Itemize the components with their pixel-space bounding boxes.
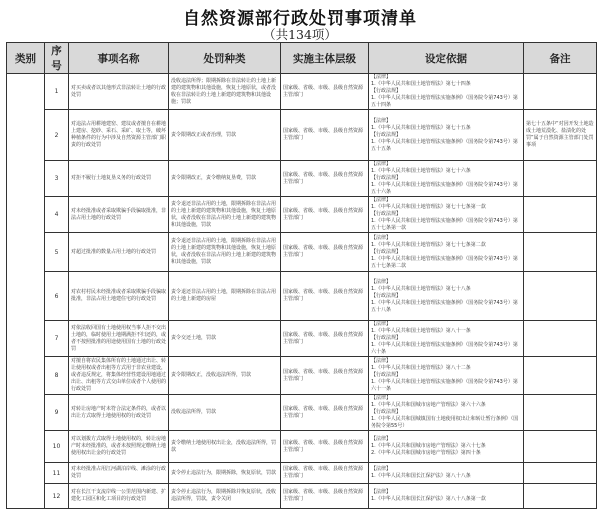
implementing-level: 国家级、省级、市级、县级自然资源主管部门 <box>281 463 369 484</box>
row-number: 7 <box>45 321 69 357</box>
legal-basis-line: 【行政法规】 <box>371 131 402 138</box>
row-number: 4 <box>45 197 69 233</box>
remarks <box>524 197 597 233</box>
item-name: 对未经批准占用江河湖泊岸线、滩涂的行政处罚 <box>69 463 169 484</box>
remarks <box>524 431 597 463</box>
table-row <box>7 197 597 233</box>
legal-basis-line: 1.《中华人民共和国土地管理法实施条例》（国务院令第743号）第五十五条 <box>371 138 518 152</box>
legal-basis-line: 【行政法规】 <box>371 88 402 94</box>
penalty-type: 责令停止违法行为，限期拆除，恢复原状，罚款 <box>169 463 281 484</box>
legal-basis-line: 【行政法规】 <box>371 175 402 181</box>
legal-basis <box>369 463 524 484</box>
legal-basis-line: 1.《中华人民共和国土地管理法》第八十二条 <box>371 365 471 371</box>
legal-basis-line: 【法律】 <box>371 74 392 80</box>
legal-basis <box>369 110 524 161</box>
legal-basis-line: 2.《中华人民共和国城市房地产管理法》第四十条 <box>371 450 481 456</box>
item-name: 对未经批准或者采取欺骗手段骗取批准，非法占用土地的行政处罚 <box>69 197 169 233</box>
legal-basis-line: 1.《中华人民共和国城镇国有土地使用权出让和转让暂行条例》（国务院令第55号） <box>371 416 519 429</box>
legal-basis-line: 【行政法规】 <box>371 248 402 255</box>
legal-basis-line: 1.《中华人民共和国土地管理法》第八十一条 <box>371 328 471 334</box>
table-row <box>7 161 597 197</box>
legal-basis-line: 【法律】 <box>371 234 392 241</box>
legal-basis-line: 【法律】 <box>371 321 392 327</box>
item-name: 对在长江干支流岸线一公里范围内新建、扩建化工园区和化工项目的行政处罚 <box>69 484 169 509</box>
penalty-type: 责令限期改正，没收违法所得，罚款 <box>169 357 281 395</box>
legal-basis-line: 1.《中华人民共和国土地管理法》第七十六条 <box>371 168 471 174</box>
item-name: 对农村村民未经批准或者采取欺骗手段骗取批准，非法占用土地建住宅的行政处罚 <box>69 272 169 321</box>
table-row <box>7 484 597 509</box>
remarks <box>524 272 597 321</box>
remarks <box>524 321 597 357</box>
penalty-type: 责令退还非法占用的土地，限期拆除在非法占用的土地上新建的建筑物和其他设施，恢复土地原状，或者没收在非法占用的土地上新建的建筑物和其他设施，罚款 <box>169 233 281 272</box>
penalty-type: 责令限期改正，责令缴纳复垦费，罚款 <box>169 161 281 197</box>
legal-basis-line: 1.《中华人民共和国土地管理法实施条例》（国务院令第743号）第六十一条 <box>371 379 518 392</box>
header-category: 类别 <box>7 43 45 74</box>
legal-basis-line: 【行政法规】 <box>371 409 402 415</box>
legal-basis-line: 1.《中华人民共和国城市房地产管理法》第六十六条 <box>371 402 486 408</box>
legal-basis-line: 【法律】 <box>371 197 392 203</box>
header-number: 序号 <box>45 43 69 74</box>
legal-basis-line: 1.《中华人民共和国土地管理法》第七十七条第二款 <box>371 241 486 248</box>
legal-basis-line: 1.《中华人民共和国土地管理法》第七十五条 <box>371 124 471 131</box>
remarks <box>524 74 597 110</box>
implementing-level: 国家级、省级、市级、县级自然资源主管部门 <box>281 110 369 161</box>
legal-basis-line: 1.《中华人民共和国土地管理法实施条例》（国务院令第743号）第五十七条第一款 <box>371 218 518 231</box>
legal-basis <box>369 431 524 463</box>
legal-basis-line: 【法律】 <box>371 395 392 401</box>
header-legal-basis: 设定依据 <box>369 43 524 74</box>
remarks <box>524 395 597 431</box>
table-row <box>7 233 597 272</box>
item-name: 对以划拨方式取得土地使用权的，转让房地产时未经批准的，或者未按照规定缴纳土地使用权出让金的行政处罚 <box>69 431 169 463</box>
table-row <box>7 463 597 484</box>
implementing-level: 国家级、省级、市级、县级自然资源主管部门 <box>281 321 369 357</box>
row-number: 5 <box>45 233 69 272</box>
remarks: 第七十五条中“对因开发土地造成土地荒漠化、盐渍化的处罚”属于自然资源主管部门处罚事项 <box>524 110 597 161</box>
implementing-level: 国家级、省级、市级、县级自然资源主管部门 <box>281 74 369 110</box>
legal-basis <box>369 357 524 395</box>
row-number: 9 <box>45 395 69 431</box>
penalty-type: 责令停止违法行为，限期拆除并恢复原状，没收违法所得，罚款，责令关闭 <box>169 484 281 509</box>
legal-basis <box>369 197 524 233</box>
implementing-level: 国家级、省级、市级、县级自然资源主管部门 <box>281 357 369 395</box>
legal-basis-line: 【法律】 <box>371 117 392 124</box>
legal-basis <box>369 484 524 509</box>
item-name: 对拒不履行土地复垦义务的行政处罚 <box>69 161 169 197</box>
row-number: 3 <box>45 161 69 197</box>
header-item-name: 事项名称 <box>69 43 169 74</box>
row-number: 11 <box>45 463 69 484</box>
legal-basis-line: 1.《中华人民共和国长江保护法》第八十八条 <box>371 473 471 479</box>
item-name: 对擅自将农民集体所有的土地通过出让、转让使用权或者出租等方式用于非农业建设，或者违反规定，将集体经营性建设用地通过出让、出租等方式交由单位或者个人使用的行政处罚 <box>69 357 169 395</box>
legal-basis-line: 1.《中华人民共和国土地管理法》第七十七条第一款 <box>371 204 486 210</box>
implementing-level: 国家级、省级、市级、县级自然资源主管部门 <box>281 233 369 272</box>
category-cell <box>7 74 45 509</box>
penalty-type: 责令交还土地，罚款 <box>169 321 281 357</box>
row-number: 12 <box>45 484 69 509</box>
legal-basis-line: 1.《中华人民共和国土地管理法实施条例》（国务院令第743号）第五十七条第二款 <box>371 255 518 269</box>
legal-basis-line: 【法律】 <box>371 358 392 364</box>
table-row <box>7 272 597 321</box>
legal-basis-line: 【法律】 <box>371 278 392 285</box>
legal-basis-line: 【法律】 <box>371 436 392 442</box>
row-number: 1 <box>45 74 69 110</box>
implementing-level: 国家级、省级、市级、县级自然资源主管部门 <box>281 484 369 509</box>
table-row <box>7 357 597 395</box>
legal-basis <box>369 161 524 197</box>
item-name: 对转让房地产时未符合法定条件的，或者以出让方式取得土地使用权的行政处罚 <box>69 395 169 431</box>
legal-basis-line: 1.《中华人民共和国土地管理法》第七十四条 <box>371 81 471 87</box>
legal-basis-line: 【法律】 <box>371 161 392 167</box>
table-row <box>7 395 597 431</box>
penalty-type: 没收违法所得，罚款 <box>169 395 281 431</box>
item-name: 对依法收回国有土地使用权当事人拒不交出土地的，临时使用土地期满拒不归还的，或者不按照批准的用途使用国有土地的行政处罚 <box>69 321 169 357</box>
legal-basis-line: 1.《中华人民共和国土地管理法实施条例》（国务院令第743号）第六十条 <box>371 342 518 355</box>
legal-basis-line: 1.《中华人民共和国城市房地产管理法》第六十七条 <box>371 443 486 449</box>
remarks <box>524 357 597 395</box>
table-row <box>7 110 597 161</box>
document-subtitle: （共134项） <box>263 27 337 42</box>
table-row <box>7 431 597 463</box>
legal-basis <box>369 74 524 110</box>
table-row <box>7 74 597 110</box>
implementing-level: 国家级、省级、市级、县级自然资源主管部门 <box>281 431 369 463</box>
legal-basis-line: 1.《中华人民共和国土地管理法实施条例》（国务院令第743号）第五十八条 <box>371 299 518 313</box>
legal-basis-line: 【行政法规】 <box>371 372 402 378</box>
item-name: 对买卖或者以其他形式非法转让土地的行政处罚 <box>69 74 169 110</box>
legal-basis-line: 【法律】 <box>371 466 392 472</box>
remarks <box>524 233 597 272</box>
legal-basis <box>369 272 524 321</box>
implementing-level: 国家级、省级、市级、县级自然资源主管部门 <box>281 272 369 321</box>
item-name: 对超过批准的数量占用土地的行政处罚 <box>69 233 169 272</box>
row-number: 6 <box>45 272 69 321</box>
document-title: 自然资源部行政处罚事项清单 <box>183 9 417 29</box>
penalty-table <box>6 42 597 509</box>
remarks <box>524 463 597 484</box>
legal-basis-line: 1.《中华人民共和国土地管理法》第七十八条 <box>371 285 471 292</box>
header-implementing-level: 实施主体层级 <box>281 43 369 74</box>
penalty-type: 责令退还非法占用的土地，限期拆除在非法占用的土地上新建的房屋 <box>169 272 281 321</box>
table-row <box>7 321 597 357</box>
penalty-type: 责令限期改正或者治理，罚款 <box>169 110 281 161</box>
legal-basis-line: 【行政法规】 <box>371 292 402 299</box>
implementing-level: 国家级、省级、市级、县级自然资源主管部门 <box>281 395 369 431</box>
legal-basis-line: 1.《中华人民共和国土地管理法实施条例》（国务院令第743号）第五十四条 <box>371 95 518 108</box>
legal-basis-line: 【法律】 <box>371 489 392 495</box>
penalty-type: 责令退还非法占用的土地，限期拆除在非法占用的土地上新建的建筑物和其他设施，恢复土地原状，或者没收在非法占用的土地上新建的建筑物和其他设施，罚款 <box>169 197 281 233</box>
header-penalty-type: 处罚种类 <box>169 43 281 74</box>
legal-basis-line: 1.《中华人民共和国土地管理法实施条例》（国务院令第743号）第五十六条 <box>371 182 518 195</box>
table-header-row <box>7 43 597 74</box>
row-number: 10 <box>45 431 69 463</box>
row-number: 2 <box>45 110 69 161</box>
legal-basis-line: 【行政法规】 <box>371 211 402 217</box>
penalty-type: 没收违法所得；限期拆除在非法转让的土地上新建的建筑物和其他设施，恢复土地原状，或者没收在非法转让的土地上新建的建筑物和其他设施；罚款 <box>169 74 281 110</box>
legal-basis-line: 【行政法规】 <box>371 335 402 341</box>
legal-basis <box>369 395 524 431</box>
legal-basis-line: 1.《中华人民共和国长江保护法》第八十八条第一款 <box>371 496 486 502</box>
implementing-level: 国家级、省级、市级、县级自然资源主管部门 <box>281 161 369 197</box>
legal-basis <box>369 233 524 272</box>
header-remarks: 备注 <box>524 43 597 74</box>
item-name: 对违法占用耕地建窑、建坟或者擅自在耕地上建房、挖砂、采石、采矿、取土等，破坏种植条件的行为中涉及自然资源主管部门职责的行政处罚 <box>69 110 169 161</box>
implementing-level: 国家级、省级、市级、县级自然资源主管部门 <box>281 197 369 233</box>
remarks <box>524 161 597 197</box>
row-number: 8 <box>45 357 69 395</box>
legal-basis <box>369 321 524 357</box>
remarks <box>524 484 597 509</box>
penalty-type: 责令缴纳土地使用权出让金，没收违法所得，罚款 <box>169 431 281 463</box>
